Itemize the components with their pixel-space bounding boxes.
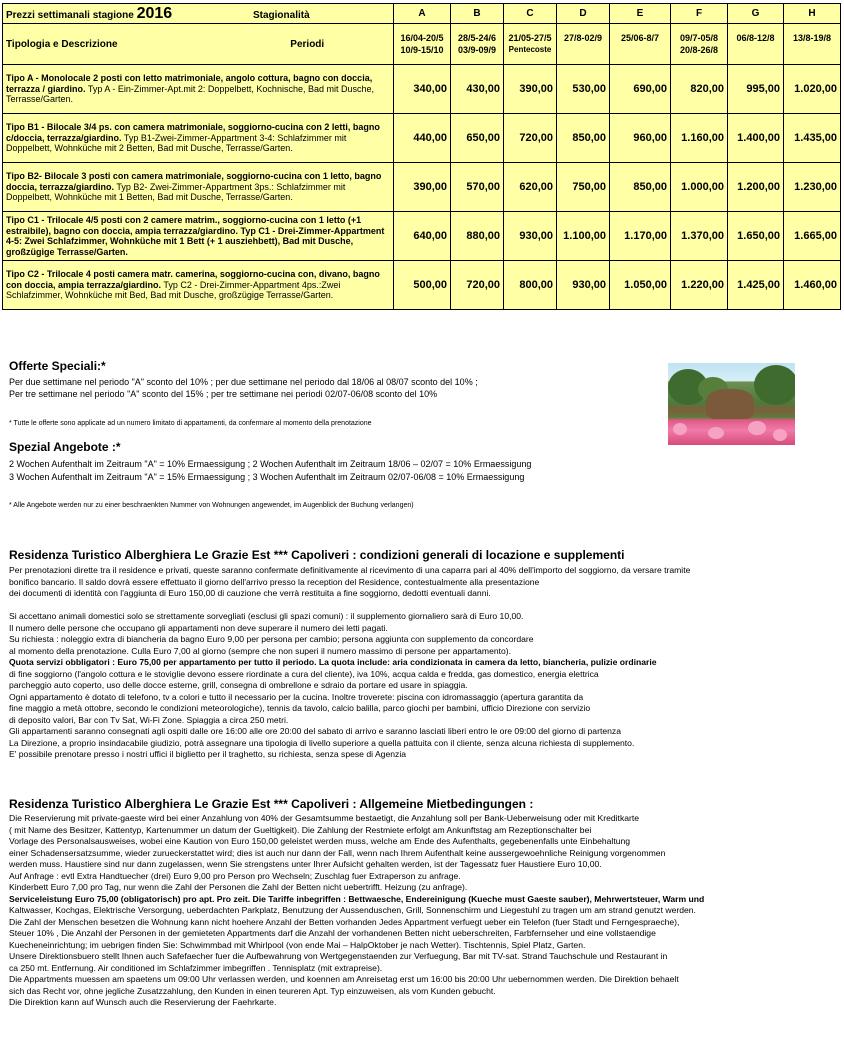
price-cell: 430,00 xyxy=(451,65,504,114)
conditions-line: E' possibile prenotare presso i nostri uffici il biglietto per il traghetto, su richiesta, senza spese di Agenzia xyxy=(9,749,407,759)
period-cell xyxy=(784,24,841,65)
apartment-desc-it: Tipo C1 - Trilocale 4/5 posti con 2 camere matrim., soggiorno-cucina con 1 letto (+1 estraibile), bagno con doccia, ampia terrazza/giardino. Typ C1 - Drei-Zimmer-Appartment 4-5: Zwei Schlafzimmer, Wohnküche mit 1 Bett (+ 1 ausziehbett), Bad mit Dusche, großzügige Terrasse/Garten. xyxy=(6,215,385,257)
conditions-line: Die Reservierung mit private-gaeste wird bei einer Anzahlung von 40% der Gesamtsumme bestaetigt, die Anzahlung soll per Bank-Ueberweisung oder mit Kreditkarte xyxy=(9,813,640,823)
apartment-description xyxy=(3,261,394,310)
column-header: G xyxy=(728,4,784,24)
price-cell: 690,00 xyxy=(610,65,671,114)
conditions-line: Die Zahl der Menschen besetzen die Wohnung kann nicht hoehere Anzahl der Betten vorhanden Jedes Appartment verfuegt ueber ein Telefon (fuer Stadt und Ferngespraeche), xyxy=(9,916,680,927)
period-line: 10/9-15/10 xyxy=(400,45,444,55)
apartment-desc-de: Typ A - Ein-Zimmer-Apt.mit 2: Doppelbett, Kochnische, Bad mit Dusche, Terrasse/Garten. xyxy=(6,83,374,105)
conditions-line: werden muss. Haustiere sind nur dann zugelassen, wenn Sie strengstens unter Ihrer Aufsicht gehalten werden, ist der Tagessatz fuer Haustiere Euro 10,00. xyxy=(9,859,602,869)
period-line xyxy=(610,44,670,56)
period-line xyxy=(784,44,840,56)
price-cell: 1.200,00 xyxy=(728,163,784,212)
conditions-line: Steuer 10% , Die Anzahl der Personen in der gemieteten Appartments darf die Anzahl der vorhandenen Betten nicht ueberschreiten, Farbfernseher und eine vollstaendige xyxy=(9,928,656,938)
apartment-description xyxy=(3,114,394,163)
price-cell: 440,00 xyxy=(394,114,451,163)
conditions-line: al momento della prenotazione. Culla Euro 7,00 al giorno (sempre che non superi il numero massimo di persone per appartamento). xyxy=(9,645,512,656)
apartment-description xyxy=(3,65,394,114)
conditions-line: Kinderbett Euro 7,00 pro Tag, nur wenn die Zahl der Personen die Zahl der Betten nicht uebertrifft. Heizung (zu anfrage). xyxy=(9,882,468,892)
column-header: B xyxy=(451,4,504,24)
periods-label: Periodi xyxy=(290,38,325,50)
apartment-desc-it: Tipo A - Monolocale 2 posti con letto matrimoniale, angolo cottura, bagno con doccia, terrazza / giardino. xyxy=(6,73,373,94)
apartment-desc-de: Typ B1-Zwei-Zimmer-Appartment 3-4: Schlafzimmer mit Doppelbett, Wohnküche mit 2 Betten, Bad mit Dusche, Terrasse/Garten. xyxy=(6,132,347,154)
column-header: D xyxy=(557,4,610,24)
price-cell: 820,00 xyxy=(671,65,728,114)
typology-label: Tipologia e Descrizione xyxy=(6,38,118,50)
price-cell: 1.425,00 xyxy=(728,261,784,310)
conditions-line: Quota servizi obbligatori : Euro 75,00 per appartamento per tutto il periodo. La quota include: aria condizionata in camera da letto, biancheria, pulizie ordinarie xyxy=(9,657,657,667)
conditions-line: bonifico bancario. Il saldo dovrà essere effettuato il giorno dell'arrivo presso la reception del Residence, contestualmente alla presentazione xyxy=(9,576,540,587)
price-cell: 880,00 xyxy=(451,212,504,261)
apartment-description xyxy=(3,212,394,261)
period-cell xyxy=(451,24,504,65)
conditions-de-text xyxy=(9,813,839,1009)
table-year: 2016 xyxy=(136,4,173,22)
price-cell: 570,00 xyxy=(451,163,504,212)
conditions-line: Ogni appartamento è dotato di telefono, tv a colori e tutto il necessario per la cucina. Inoltre troverete: piscina con idromassaggio (apertura garantita da xyxy=(9,691,584,702)
conditions-it-title: Residenza Turistico Alberghiera Le Grazie Est *** Capoliveri : condizioni generali di locazione e supplementi xyxy=(9,548,625,562)
price-cell: 720,00 xyxy=(451,261,504,310)
column-header: C xyxy=(504,4,557,24)
period-line: 27/8-02/9 xyxy=(563,33,603,43)
period-cell xyxy=(394,24,451,65)
conditions-line: Auf Anfrage : evtl Extra Handtuecher (drei) Euro 9,00 pro Person pro Wechseln; Zuschlag fuer Extraperson zu anfrage. xyxy=(9,870,461,881)
price-cell: 650,00 xyxy=(451,114,504,163)
price-cell: 930,00 xyxy=(557,261,610,310)
price-cell: 800,00 xyxy=(504,261,557,310)
offers-de-line: 3 Wochen Aufenthalt im Zeitraum "A" = 15% Ermaessigung ; 3 Wochen Aufenthalt im Zeitraum 02/07-06/08 = 10% Ermaessigung xyxy=(9,472,525,482)
table-row xyxy=(3,114,841,163)
conditions-line xyxy=(9,600,839,612)
conditions-line: einer Schadensersatzsumme, wieder zurueckerstattet wird; dies ist auch nur dann der Fall, wenn nach Ihrem Aufenthalt keine aussergewoehnliche Reinigung vorgenommen xyxy=(9,847,666,858)
table-row xyxy=(3,261,841,310)
column-header: E xyxy=(610,4,671,24)
conditions-line: Serviceleistung Euro 75,00 (obligatorisch) pro apt. Pro zeit. Die Tariffe inbegriffen : Bettwaesche, Endereinigung (Kueche must Gaeste sauber), Mehrwertsteuer, Warm und xyxy=(9,893,705,904)
conditions-line: Si accettano animali domestici solo se strettamente sorvegliati (esclusi gli spazi comuni) : il supplemento giornaliero sarà di Euro 10,00. xyxy=(9,611,524,621)
price-cell: 1.000,00 xyxy=(671,163,728,212)
price-cell: 850,00 xyxy=(557,114,610,163)
price-cell: 850,00 xyxy=(610,163,671,212)
price-cell: 995,00 xyxy=(728,65,784,114)
price-cell: 530,00 xyxy=(557,65,610,114)
price-cell: 1.220,00 xyxy=(671,261,728,310)
column-header: A xyxy=(394,4,451,24)
conditions-line: di deposito valori, Bar con Tv Sat, Wi-Fi Zone. Spiaggia a circa 250 metri. xyxy=(9,714,289,725)
conditions-line: Gli appartamenti saranno consegnati agli ospiti dalle ore 16:00 alle ore 20:00 del sabato di arrivo e saranno lasciati liberi entro le ore 09:00 del giorno di partenza xyxy=(9,726,621,736)
conditions-line: sich das Recht vor, ohne jegliche Zusatzzahlung, den Kunden in einen teureren Apt. Typ einzuweisen, als vom Kunden gebucht. xyxy=(9,985,496,996)
residence-photo xyxy=(668,363,795,445)
table-row xyxy=(3,212,841,261)
apartment-desc-it: Tipo B2- Bilocale 3 posti con camera matrimoniale, soggiorno-cucina con 1 letto, bagno doccia, terrazza/giardino. xyxy=(6,171,382,192)
conditions-line: Die Direktion kann auf Wunsch auch die Reservierung der Faehrkarte. xyxy=(9,997,277,1007)
period-cell xyxy=(504,24,557,65)
price-cell: 1.170,00 xyxy=(610,212,671,261)
price-cell: 620,00 xyxy=(504,163,557,212)
price-cell: 1.400,00 xyxy=(728,114,784,163)
column-header: F xyxy=(671,4,728,24)
offers-de-title: Spezial Angebote :* xyxy=(9,440,121,454)
period-line: 03/9-09/9 xyxy=(457,45,497,55)
price-cell: 1.460,00 xyxy=(784,261,841,310)
apartment-desc-de: Typ C2 - Drei-Zimmer-Appartment 4ps.:Zwei Schlafzimmer, Wohnküche mit Bed, Bad mit Dusche, großzügige Terrasse/Garten. xyxy=(6,279,341,301)
price-cell: 340,00 xyxy=(394,65,451,114)
price-cell: 1.650,00 xyxy=(728,212,784,261)
conditions-line: ( mit Name des Besitzer, Kattentyp, Kartenummer un datum der Gueltigkeit). Die Zahlung der Restmiete erfolgt am Ankunftstag am Rezeptionschalter bei xyxy=(9,824,592,835)
price-cell: 1.160,00 xyxy=(671,114,728,163)
price-cell: 390,00 xyxy=(394,163,451,212)
apartment-description xyxy=(3,163,394,212)
conditions-it-text xyxy=(9,565,839,761)
period-cell xyxy=(728,24,784,65)
conditions-line: Su richiesta : noleggio extra di biancheria da bagno Euro 9,00 per persona per cambio; persona aggiunta con supplemento da concordare xyxy=(9,634,534,644)
period-line: 09/7-05/8 xyxy=(679,33,719,43)
period-line: 21/05-27/5 xyxy=(508,33,552,43)
conditions-line: Die Appartments muessen am spaetens um 09:00 Uhr verlassen werden, und koennen am Anreisetag erst um 16:00 bis 20:00 Uhr uebernommen werden. Die Direktion behaelt xyxy=(9,974,679,984)
typology-header-cell xyxy=(3,24,394,65)
apartment-desc-it: Tipo B1 - Bilocale 3/4 ps. con camera matrimoniale, soggiorno-cucina con 2 letti, bagno c/doccia, terrazza/giardino. xyxy=(6,122,380,143)
price-table xyxy=(2,3,841,310)
price-cell: 1.370,00 xyxy=(671,212,728,261)
period-line: 25/06-8/7 xyxy=(620,33,660,43)
conditions-line: ca 250 mt. Entfernung. Air conditioned im Schlafzimmer imbegriffen . Tennisplatz (mit extrapreise). xyxy=(9,962,383,973)
column-header: H xyxy=(784,4,841,24)
price-cell: 930,00 xyxy=(504,212,557,261)
table-title-cell xyxy=(3,4,394,24)
price-cell: 750,00 xyxy=(557,163,610,212)
period-cell xyxy=(610,24,671,65)
price-cell: 720,00 xyxy=(504,114,557,163)
conditions-de-title: Residenza Turistico Alberghiera Le Grazie Est *** Capoliveri : Allgemeine Mietbedingungen : xyxy=(9,797,534,811)
price-cell: 960,00 xyxy=(610,114,671,163)
price-cell: 1.020,00 xyxy=(784,65,841,114)
period-line: 06/8-12/8 xyxy=(736,33,775,43)
price-cell: 1.665,00 xyxy=(784,212,841,261)
period-line: 20/8-26/8 xyxy=(679,45,719,55)
conditions-line: La Direzione, a proprio insindacabile giudizio, potrà assegnare una tipologia di livello superiore a quella pattuita con il cliente, senza alcuna richiesta di supplemento. xyxy=(9,737,635,748)
period-line xyxy=(557,44,609,56)
conditions-line: dei documenti di identità con l'aggiunta di Euro 150,00 di cauzione che verrà restituita a fine soggiorno, dedotti eventuali danni. xyxy=(9,588,491,598)
conditions-line: Unsere Direktionsbuero stellt Ihnen auch Safefaecher fuer die Aufbewahrung von Wertgegenstaenden zur Verfuegung, Bar mit TV-sat. Strand Tauchschule und Restaurant in xyxy=(9,951,668,961)
period-line: 28/5-24/6 xyxy=(457,33,497,43)
offers-it-line: Per tre settimane nel periodo "A" sconto del 15% ; per tre settimane nei periodi 02/07-06/08 sconto del 10% xyxy=(9,389,438,399)
header-row-periods xyxy=(3,24,841,65)
season-label: Stagionalità xyxy=(252,9,310,21)
price-cell: 1.435,00 xyxy=(784,114,841,163)
conditions-line: Per prenotazioni dirette tra il residence e privati, queste saranno confermate definitivamente al ricevimento di una caparra pari al 40% dell'importo del soggiorno, da versare tramite xyxy=(9,565,691,575)
period-line xyxy=(728,44,783,56)
offers-it-note: * Tutte le offerte sono applicate ad un numero limitato di appartamenti, da confermare al momento della prenotazione xyxy=(9,420,372,427)
conditions-line: parcheggio auto coperto, uso delle docce esterne, grill, consegna di ombrellone e sdraio da portare ed usare in spiaggia. xyxy=(9,680,468,690)
apartment-desc-de: Typ B2- Zwei-Zimmer-Appartment 3ps.: Schlafzimmer mit Doppelbett, Wohnküche mit 1 Betten, Bad mit Dusche, Terrasse/Garten. xyxy=(6,181,346,203)
period-line: 16/04-20/5 xyxy=(400,33,444,43)
price-cell: 1.100,00 xyxy=(557,212,610,261)
offers-de-line: 2 Wochen Aufenthalt im Zeitraum "A" = 10% Ermaessigung ; 2 Wochen Aufenthalt im Zeitraum 18/06 – 02/07 = 10% Ermaessigung xyxy=(9,459,532,469)
period-cell xyxy=(557,24,610,65)
price-cell: 500,00 xyxy=(394,261,451,310)
table-row xyxy=(3,163,841,212)
conditions-line: Kuecheneinrichtung; im uebrigen finden Sie: Schwimmbad mit Whirlpool (von ende Mai – HalpOktober je nach Wetter). Tischtennis, Spiel Platz, Garten. xyxy=(9,939,586,950)
table-title: Prezzi settimanali stagione xyxy=(6,9,134,21)
period-line: 13/8-19/8 xyxy=(792,33,832,43)
apartment-desc-it: Tipo C2 - Trilocale 4 posti camera matr. camerina, soggiorno-cucina con, divano, bagno con doccia, ampia terrazza/giardino. xyxy=(6,269,380,290)
conditions-line: Il numero delle persone che occupano gli appartamenti non deve superare il numero dei letti pagati. xyxy=(9,622,388,633)
header-row-season xyxy=(3,4,841,24)
price-cell: 390,00 xyxy=(504,65,557,114)
offers-it-title: Offerte Speciali:* xyxy=(9,359,106,373)
offers-it-line: Per due settimane nel periodo "A" sconto del 10% ; per due settimane nel periodo dal 18/06 al 08/07 sconto del 10% ; xyxy=(9,377,478,387)
conditions-line: di fine soggiorno (l'angolo cottura e le stoviglie devono essere riordinate a cura del cliente), iva 10%, acqua calda e fredda, gas domestico, energia elettrica xyxy=(9,668,599,679)
price-cell: 1.230,00 xyxy=(784,163,841,212)
price-cell: 640,00 xyxy=(394,212,451,261)
table-row xyxy=(3,65,841,114)
conditions-line: fine maggio a metà ottobre, secondo le condizioni meteorologiche), tennis da tavolo, calcio balilla, parco giochi per bambini, ufficio Direzione con servizio xyxy=(9,703,591,713)
conditions-line: Kaltwasser, Kochgas, Elektrische Versorgung, ueberdachten Parkplatz, Benutzung der Aussenduschen, Grill, Sonnenschirm und Liegestuhl zu tragen um am strand genutzt werden. xyxy=(9,905,696,915)
period-cell xyxy=(671,24,728,65)
conditions-line: Vorlage des Personalsausweises, wobei eine Kaution von Euro 150,00 geleistet werden muss, welche am Ende des Aufenthalts, gegebenenfalls unte Einbehaltung xyxy=(9,836,631,846)
offers-de-note: * Alle Angebote werden nur zu einer beschraenkten Nummer von Wohnungen angewendet, im Augenblick der Buchung verlangen) xyxy=(9,502,414,509)
period-line: Pentecoste xyxy=(508,45,552,54)
price-cell: 1.050,00 xyxy=(610,261,671,310)
